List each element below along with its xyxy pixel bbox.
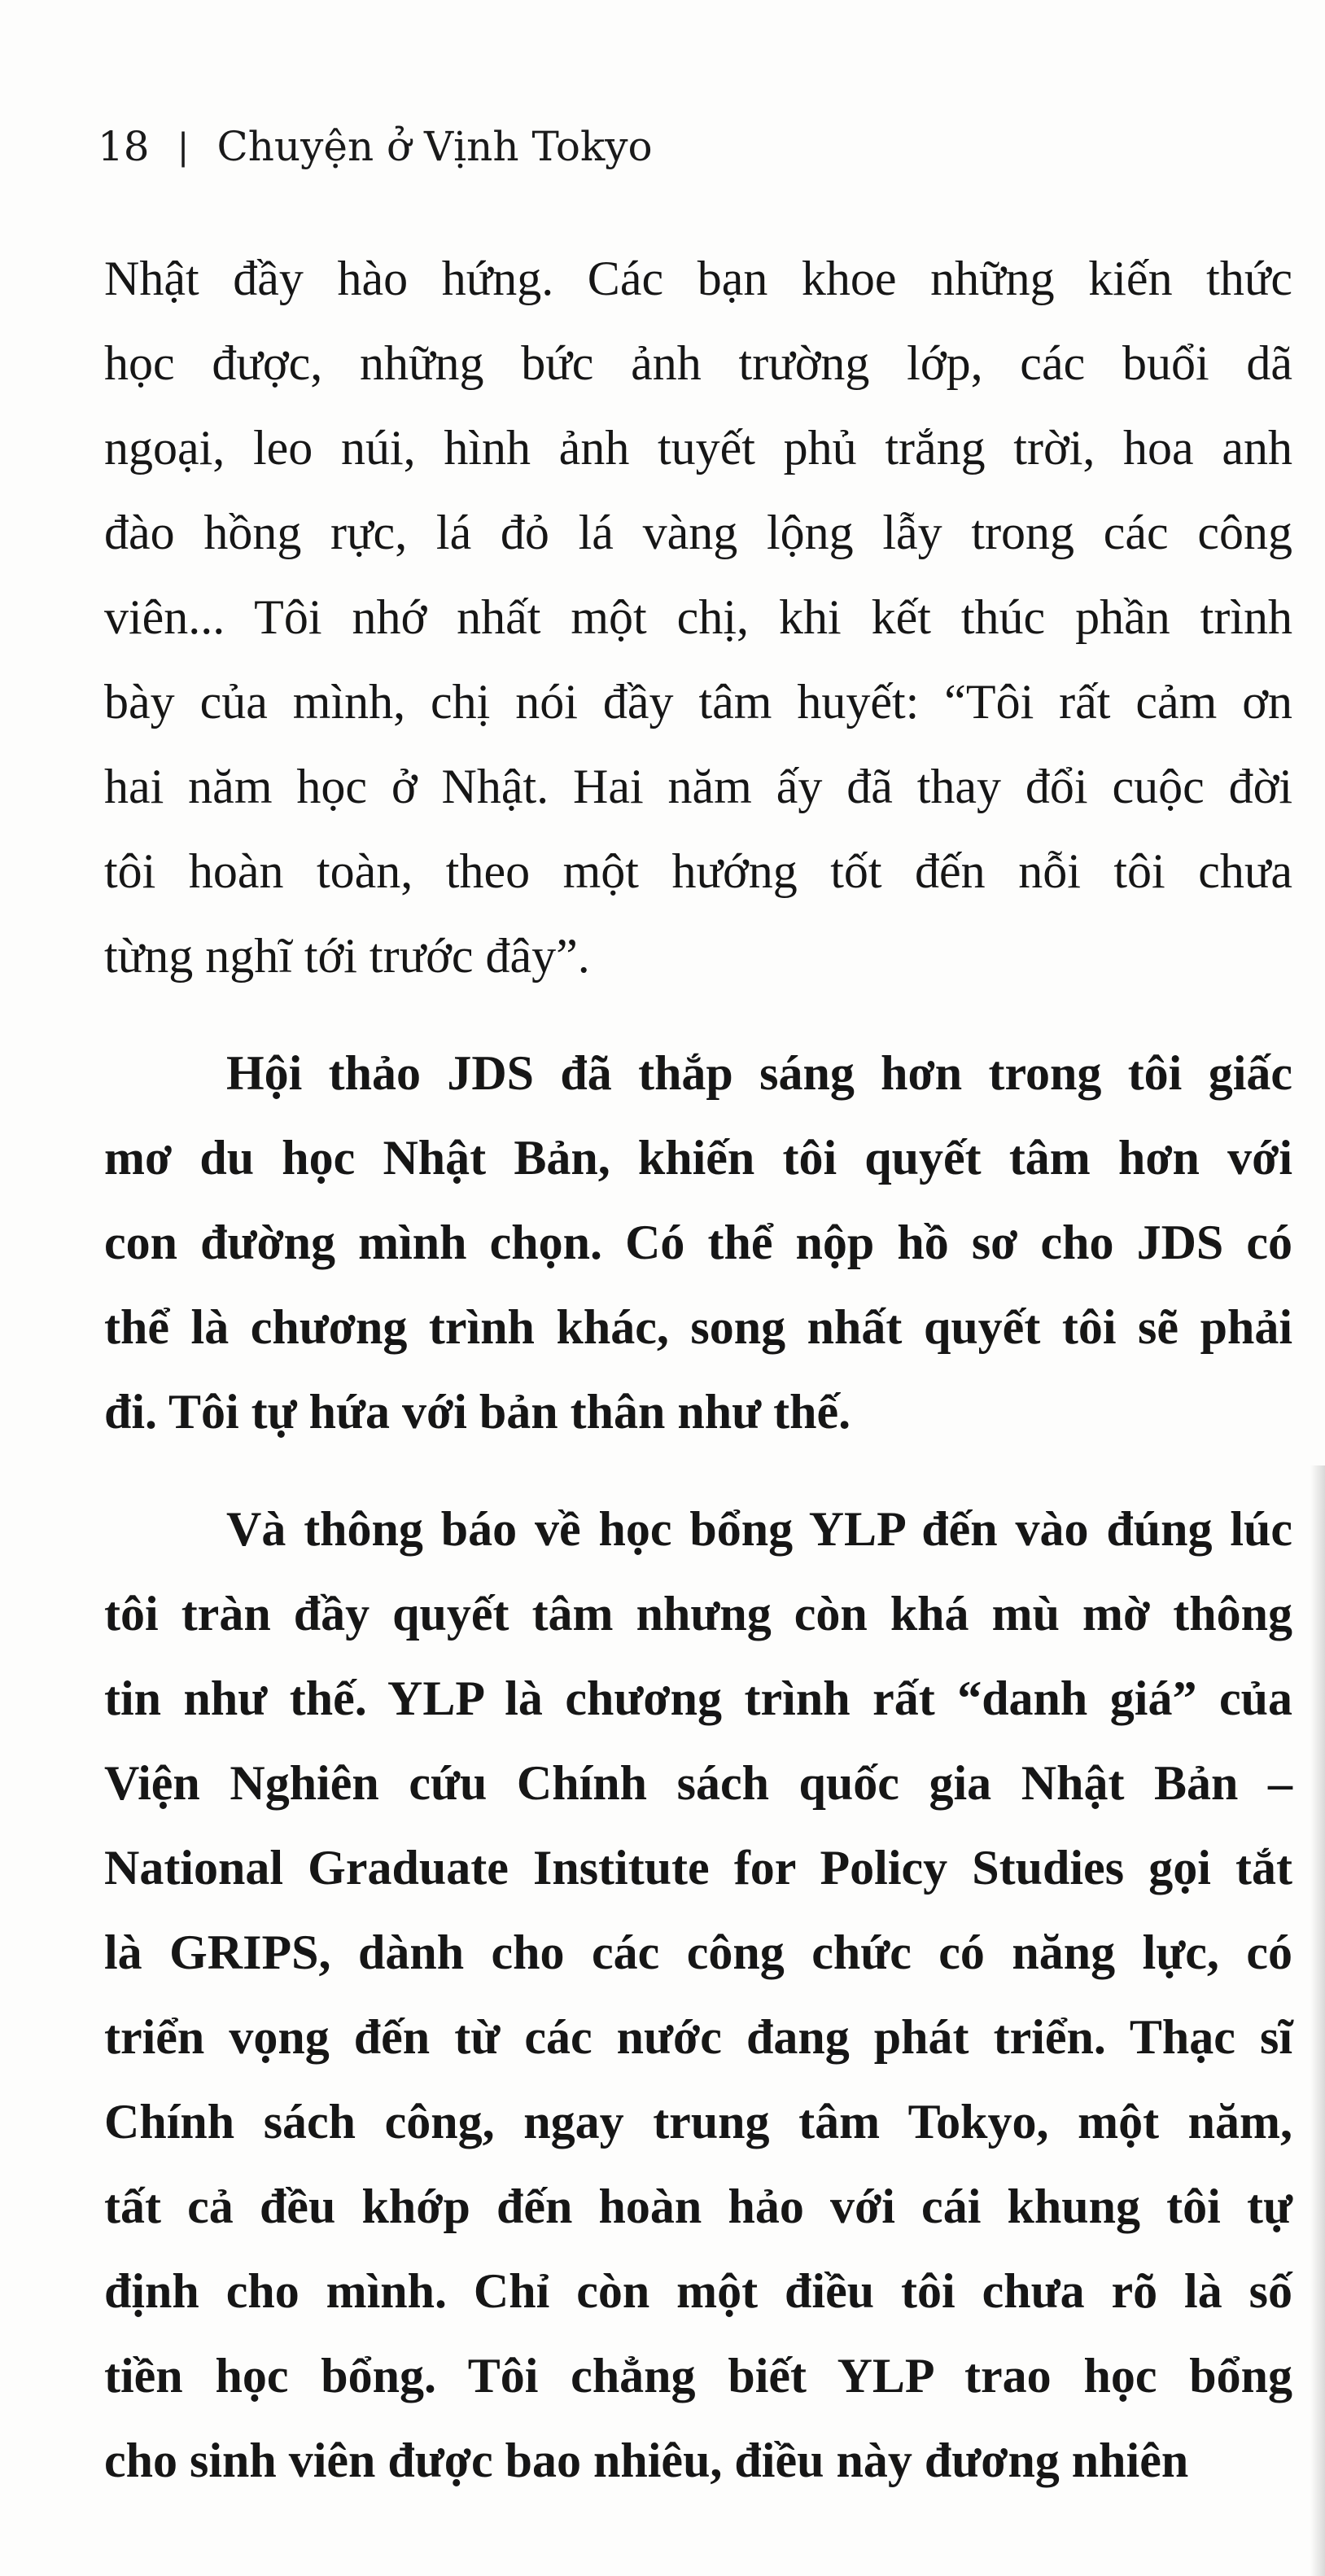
paragraph-1: [104, 236, 1292, 998]
text-line: là GRIPS, dành cho các công chức có năng lực, có: [104, 1925, 1292, 1979]
header-separator: |: [177, 125, 190, 168]
text-line: định cho mình. Chỉ còn một điều tôi chưa rõ là số: [104, 2264, 1292, 2318]
text-line: tất cả đều khớp đến hoàn hảo với cái khung tôi tự: [104, 2180, 1292, 2233]
paragraph-gap: [104, 1454, 1292, 1487]
text-line: Và thông báo về học bổng YLP đến vào đúng lúc: [226, 1502, 1292, 1556]
page-number: 18: [98, 123, 150, 170]
text-line: hai năm học ở Nhật. Hai năm ấy đã thay đổi cuộc đời: [104, 760, 1292, 813]
text-line: tiền học bổng. Tôi chẳng biết YLP trao học bổng: [104, 2349, 1292, 2403]
text-line: từng nghĩ tới trước đây”.: [104, 929, 590, 983]
text-line: mơ du học Nhật Bản, khiến tôi quyết tâm hơn với: [104, 1131, 1292, 1185]
page-edge-shadow: [1310, 1465, 1325, 2576]
text-line: đi. Tôi tự hứa với bản thân như thế.: [104, 1385, 851, 1439]
text-line: Chính sách công, ngay trung tâm Tokyo, một năm,: [104, 2095, 1292, 2149]
text-line: tin như thế. YLP là chương trình rất “danh giá” của: [104, 1671, 1292, 1725]
text-line: con đường mình chọn. Có thể nộp hồ sơ cho JDS có: [104, 1216, 1292, 1269]
text-line: ngoại, leo núi, hình ảnh tuyết phủ trắng trời, hoa anh: [104, 421, 1292, 475]
text-line: Viện Nghiên cứu Chính sách quốc gia Nhật Bản –: [104, 1756, 1292, 1810]
text-line: viên... Tôi nhớ nhất một chị, khi kết thúc phần trình: [104, 590, 1292, 644]
text-line: Hội thảo JDS đã thắp sáng hơn trong tôi giấc: [226, 1046, 1292, 1100]
text-line: Nhật đầy hào hứng. Các bạn khoe những kiến thức: [104, 252, 1292, 305]
text-line: triển vọng đến từ các nước đang phát triển. Thạc sĩ: [104, 2010, 1292, 2064]
paragraph-gap: [104, 998, 1292, 1031]
text-line: cho sinh viên được bao nhiêu, điều này đương nhiên: [104, 2434, 1189, 2487]
text-line: bày của mình, chị nói đầy tâm huyết: “Tôi rất cảm ơn: [104, 675, 1292, 729]
body-text: [104, 236, 1292, 2503]
text-line: tôi hoàn toàn, theo một hướng tốt đến nỗi tôi chưa: [104, 844, 1292, 898]
text-line: học được, những bức ảnh trường lớp, các buổi dã: [104, 336, 1292, 390]
chapter-title: Chuyện ở Vịnh Tokyo: [216, 123, 653, 170]
running-header: [98, 114, 653, 179]
text-line: National Graduate Institute for Policy Studies gọi tắt: [104, 1841, 1292, 1895]
paragraph-3: [104, 1487, 1292, 2503]
text-line: đào hồng rực, lá đỏ lá vàng lộng lẫy trong các công: [104, 506, 1292, 559]
text-line: thể là chương trình khác, song nhất quyết tôi sẽ phải: [104, 1300, 1292, 1354]
text-line: tôi tràn đầy quyết tâm nhưng còn khá mù mờ thông: [104, 1587, 1292, 1641]
paragraph-2: [104, 1031, 1292, 1454]
